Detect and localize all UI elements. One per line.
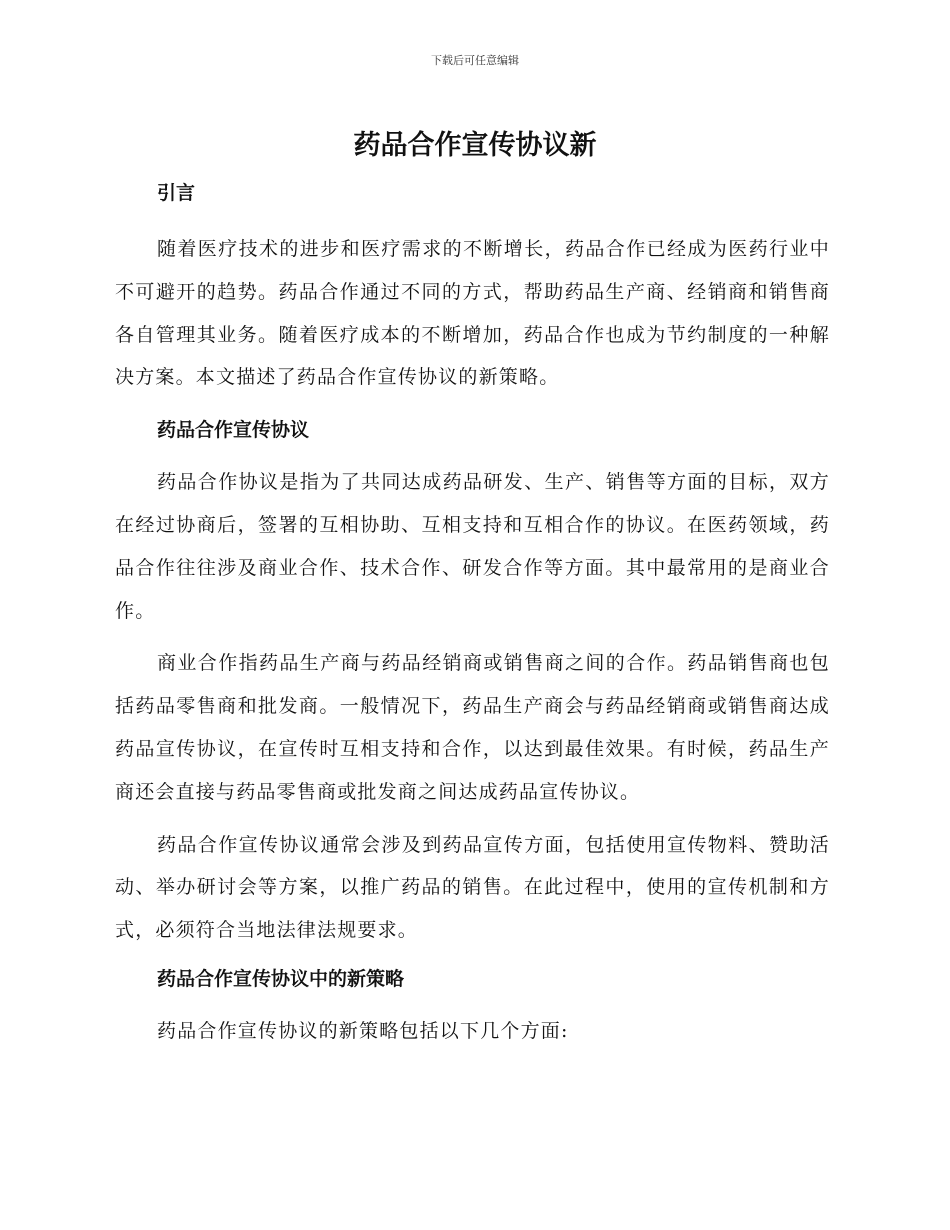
section-heading-agreement: 药品合作宣传协议 [157,419,310,442]
paragraph-agreement-definition: 药品合作协议是指为了共同达成药品研发、生产、销售等方面的目标，双方在经过协商后，签署的互相协助、互相支持和互相合作的协议。在医药领域，药品合作往往涉及商业合作、技术合作、研发合作等方面。其中最常用的是商业合作。 [115,471,830,622]
document-title: 药品合作宣传协议新 [353,130,597,161]
paragraph-new-strategy: 药品合作宣传协议的新策略包括以下几个方面: [157,1019,569,1042]
paragraph-commercial-cooperation: 商业合作指药品生产商与药品经销商或销售商之间的合作。药品销售商也包括药品零售商和批发商。一般情况下，药品生产商会与药品经销商或销售商达成药品宣传协议，在宣传时互相支持和合作，以达到最佳效果。有时候，药品生产商还会直接与药品零售商或批发商之间达成药品宣传协议。 [115,652,830,803]
paragraph-intro: 随着医疗技术的进步和医疗需求的不断增长，药品合作已经成为医药行业中不可避开的趋势。药品合作通过不同的方式，帮助药品生产商、经销商和销售商各自管理其业务。随着医疗成本的不断增加，药品合作也成为节约制度的一种解决方案。本文描述了药品合作宣传协议的新策略。 [115,238,830,389]
document-body [115,176,830,1063]
section-heading-new-strategy: 药品合作宣传协议中的新策略 [157,967,405,990]
paragraph-promotion-scope: 药品合作宣传协议通常会涉及到药品宣传方面，包括使用宣传物料、赞助活动、举办研讨会等方案，以推广药品的销售。在此过程中，使用的宣传机制和方式，必须符合当地法律法规要求。 [115,833,830,942]
section-heading-intro: 引言 [157,182,196,204]
page-header-note: 下载后可任意编辑 [431,54,519,67]
